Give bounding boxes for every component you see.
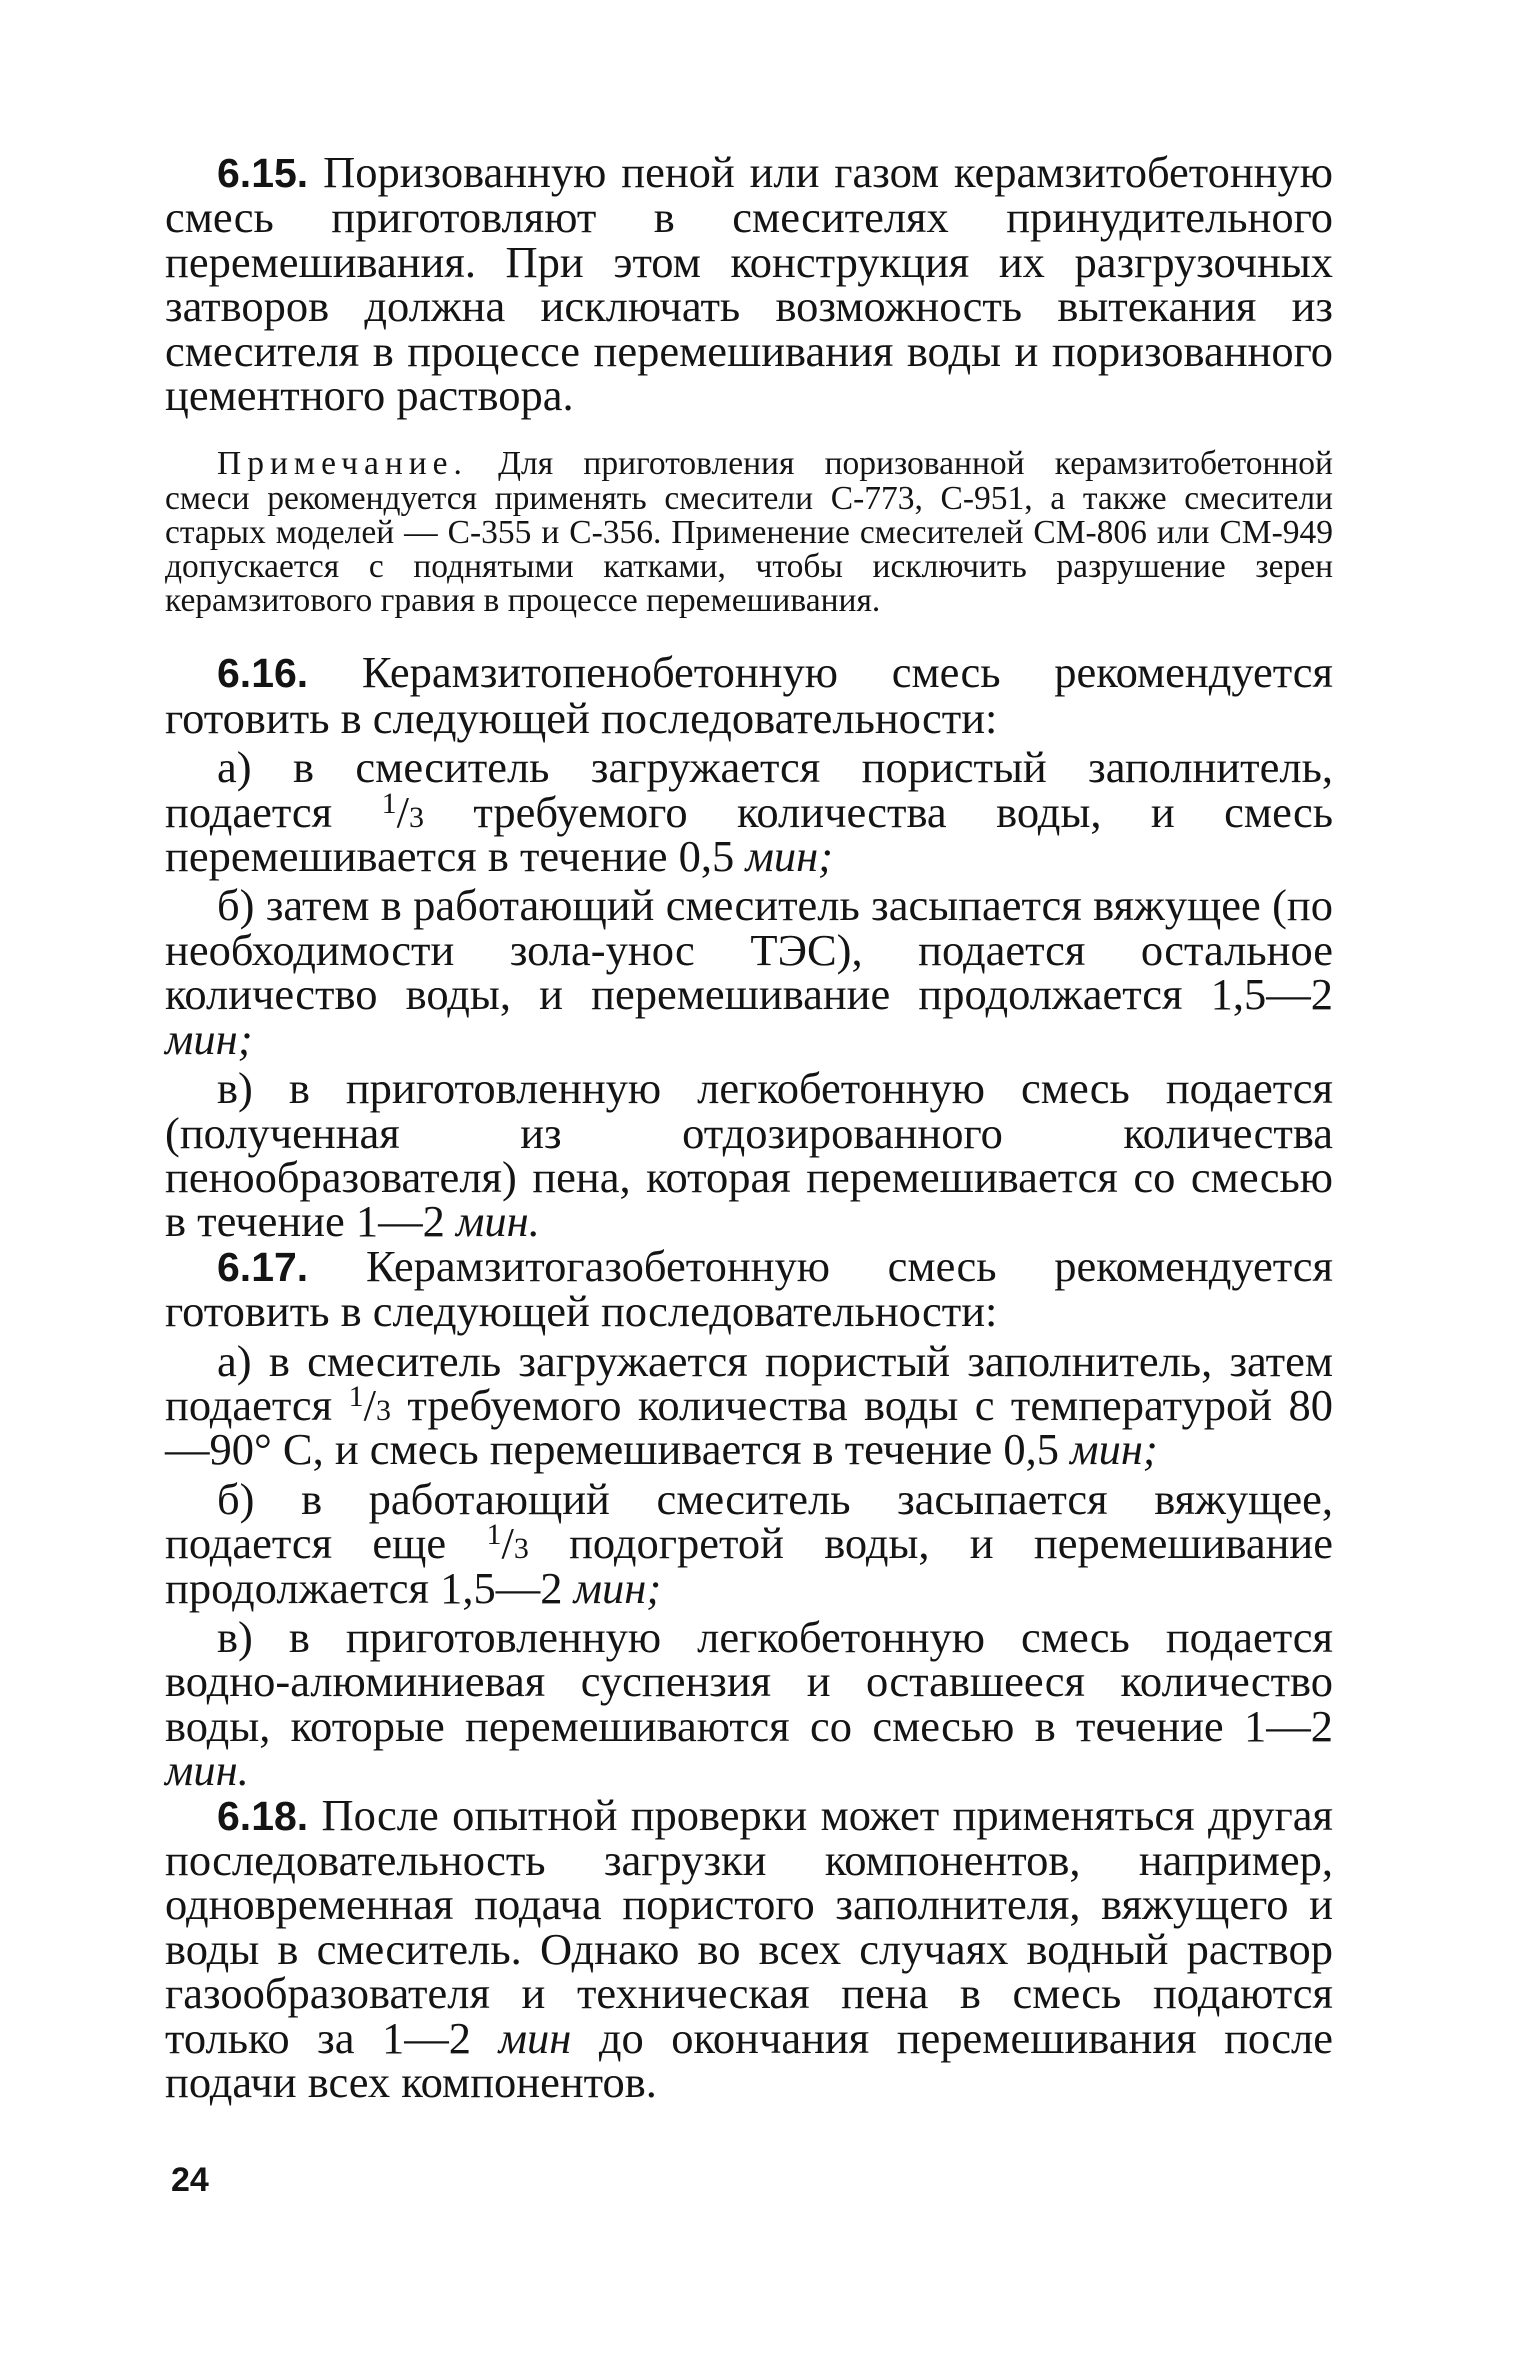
paragraph-6-16 — [165, 647, 1333, 743]
paragraph-6-15 — [165, 147, 1333, 421]
paragraph-6-17 — [165, 1240, 1333, 1337]
paragraph-text: После опытной проверки может применяться другая последовательность загрузки компонентов, например, одновременная подача пористого заполнителя, вяжущего и воды в смеситель. Однако во всех случаях водный раствор газообразователя и техническая пена в смесь подаются только за 1—2 — [165, 1789, 1333, 2063]
unit-text: мин; — [165, 1013, 253, 1064]
unit-text: мин. — [165, 1745, 249, 1796]
fraction-denominator: 3 — [408, 800, 424, 834]
list-item-text: а) в смеситель загружается пористый заполнитель, подается — [165, 742, 1333, 837]
unit-text: мин. — [456, 1196, 540, 1247]
list-item-text: требуемого количества воды с температурой 80—90° С, и смесь перемешивается в течение 0,5 — [165, 1379, 1334, 1475]
list-item-text: подогретой воды, и перемешивание продолжается 1,5—2 — [165, 1518, 1333, 1613]
section-number: 6.18. — [217, 1792, 309, 1839]
list-item-6-16-a — [165, 742, 1333, 882]
fraction-separator: / — [501, 1518, 514, 1569]
section-number: 6.16. — [217, 650, 309, 697]
unit-text: мин; — [745, 831, 833, 882]
note-paragraph — [165, 447, 1333, 618]
page-number: 24 — [171, 2161, 209, 2199]
list-item-text: в) в приготовленную легкобетонную смесь подается (полученная из отдозированного количества пенообразователя) пена, которая перемешивается со смесью в течение 1—2 — [165, 1063, 1333, 1247]
fraction-numerator: 1 — [348, 1379, 364, 1413]
list-item-6-17-c — [165, 1611, 1333, 1796]
fraction-numerator: 1 — [486, 1518, 502, 1552]
unit-text: мин; — [1070, 1424, 1158, 1475]
list-item-text: б) затем в работающий смеситель засыпается вяжущее (по необходимости зола-унос ТЭС), подается остальное количество воды, и перемешивание продолжается 1,5—2 — [165, 880, 1333, 1020]
unit-text: мин; — [573, 1562, 662, 1613]
list-item-6-17-b — [165, 1473, 1333, 1613]
fraction-denominator: 3 — [375, 1393, 391, 1427]
list-item-text: в) в приготовленную легкобетонную смесь подается водно-алюминиевая суспензия и оставшееся количество воды, которые перемешиваются со смесью в течение 1—2 — [165, 1611, 1333, 1751]
body-text — [165, 147, 1334, 2108]
fraction-separator: / — [363, 1379, 376, 1430]
fraction-separator: / — [396, 786, 409, 837]
unit-text: мин — [498, 2012, 572, 2063]
list-item-text: а) в смеситель загружается пористый заполнитель, затем подается — [165, 1335, 1333, 1430]
section-number: 6.17. — [217, 1243, 309, 1290]
list-item-text: требуемого количества воды, и смесь перемешивается в течение 0,5 — [165, 786, 1333, 882]
fraction-denominator: 3 — [513, 1532, 529, 1566]
note-text: Для приготовления поризованной керамзитобетонной смеси рекомендуется применять смесители С-773, С-951, а также смесители старых моделей — С-355 и С-356. Применение смесителей СМ-806 или СМ-949 допускается с поднятыми катками, чтобы исключить разрушение зерен керамзитового гравия в процессе перемешивания. — [165, 445, 1333, 620]
list-item-text: б) в работающий смеситель засыпается вяжущее, подается еще — [165, 1473, 1333, 1569]
note-label: Примечание. — [217, 445, 468, 483]
paragraph-text: Керамзитопенобетонную смесь рекомендуется готовить в следующей последовательности: — [165, 647, 1333, 743]
list-item-6-16-b — [165, 880, 1333, 1064]
section-number: 6.15. — [217, 150, 309, 196]
paragraph-text: Поризованную пеной или газом керамзитобетонную смесь приготовляют в смесителях принудительного перемешивания. При этом конструкция их разгрузочных затворов должна исключать возможность вытекания из смесителя в процессе перемешивания воды и поризованного цементного раствора. — [165, 147, 1333, 421]
fraction-numerator: 1 — [381, 786, 397, 820]
list-item-6-17-a — [165, 1335, 1334, 1475]
list-item-6-16-c — [165, 1063, 1333, 1247]
paragraph-text: Керамзитогазобетонную смесь рекомендуется готовить в следующей последовательности: — [165, 1240, 1333, 1337]
paragraph-6-18 — [165, 1789, 1333, 2108]
paragraph-text: до окончания перемешивания после подачи всех компонентов. — [165, 2012, 1333, 2108]
